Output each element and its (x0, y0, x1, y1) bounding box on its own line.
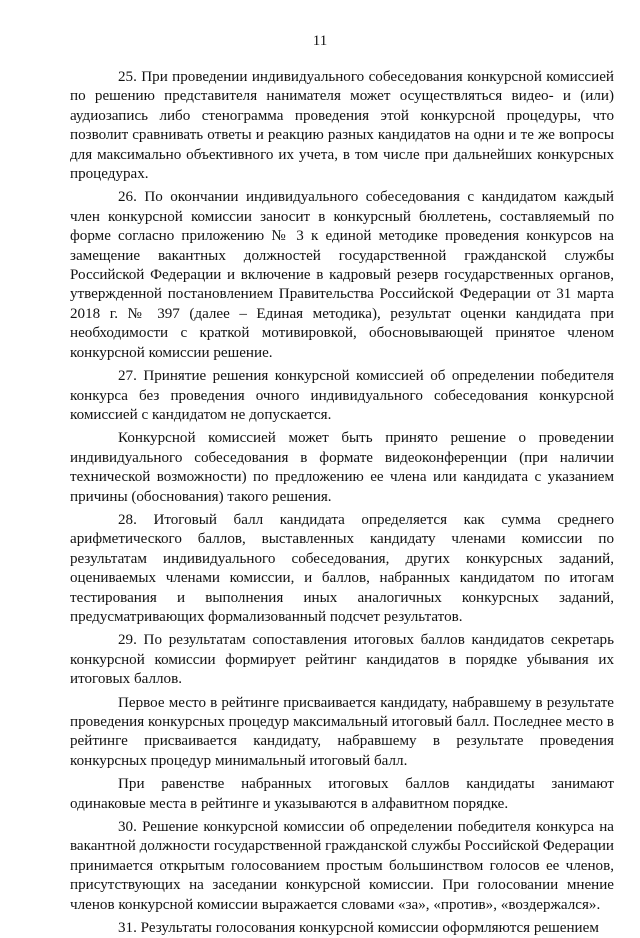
paragraph-29-equal-scores: При равенстве набранных итоговых баллов кандидаты занимают одинаковые места в рейтинге и указываются в алфавитном порядке. (70, 776, 614, 812)
paragraph-31: 31. Результаты голосования конкурсной комиссии оформляются решением (118, 920, 599, 937)
paragraph-28: 28. Итоговый балл кандидата определяется как сумма среднего арифметического баллов, выставленных кандидату членами комиссии по результатам индивидуального собеседования, других конкурсных заданий, оцениваемых членами комиссии, и баллов, набранных кандидатом по итогам тестирования и выполнения иных аналогичных конкурсных заданий, предусматривающих формализованный подсчет результатов. (70, 511, 614, 625)
paragraph-26: 26. По окончании индивидуального собеседования с кандидатом каждый член конкурсной комиссии заносит в конкурсный бюллетень, составляемый по форме согласно приложению № 3 к единой методике проведения конкурсов на замещение вакантных должностей государственной гражданской службы Российской Федерации и включение в кадровый резерв государственных органов, утвержденной постановлением Правительства Российской Федерации от 31 марта 2018 г. № 397 (далее – Единая методика), результат оценки кандидата при необходимости с краткой мотивировкой, обосновывающей принятое членом конкурсной комиссии решение. (70, 189, 614, 361)
paragraph-29: 29. По результатам сопоставления итоговых баллов кандидатов секретарь конкурсной комиссии формирует рейтинг кандидатов в порядке убывания их итоговых баллов. (70, 632, 614, 688)
paragraph-25: 25. При проведении индивидуального собеседования конкурсной комиссией по решению представителя нанимателя может осуществляться видео- и (или) аудиозапись либо стенограмма проведения этой конкурсной процедуры, что позволит сравнивать ответы и реакцию разных кандидатов на одни и те же вопросы для максимально объективного их учета, в том числе при дальнейших конкурсных процедурах. (70, 69, 614, 183)
paragraph-27: 27. Принятие решения конкурсной комиссией об определении победителя конкурса без проведения очного индивидуального собеседования конкурсной комиссией с кандидатом не допускается. (70, 368, 614, 423)
paragraph-29-first-place: Первое место в рейтинге присваивается кандидату, набравшему в результате проведения конкурсных процедур максимальный итоговый балл. Последнее место в рейтинге присваивается кандидату, набравшему в результате проведения конкурсных процедур минимальный итоговый балл. (70, 694, 614, 769)
document-body (70, 68, 614, 938)
page-number: 11 (312, 33, 328, 49)
paragraph-27-videoconference: Конкурсной комиссией может быть принято решение о проведении индивидуального собеседования в формате видеоконференции (при наличии технической возможности) по предложению ее члена или кандидата с указанием причины (обоснования) такого решения. (70, 430, 614, 505)
paragraph-30: 30. Решение конкурсной комиссии об определении победителя конкурса на вакантной должности государственной гражданской службы Российской Федерации принимается открытым голосованием простым большинством голосов ее членов, присутствующих на заседании конкурсной комиссии. При голосовании мнение членов конкурсной комиссии выражается словами «за», «против», «воздержался». (70, 819, 614, 913)
